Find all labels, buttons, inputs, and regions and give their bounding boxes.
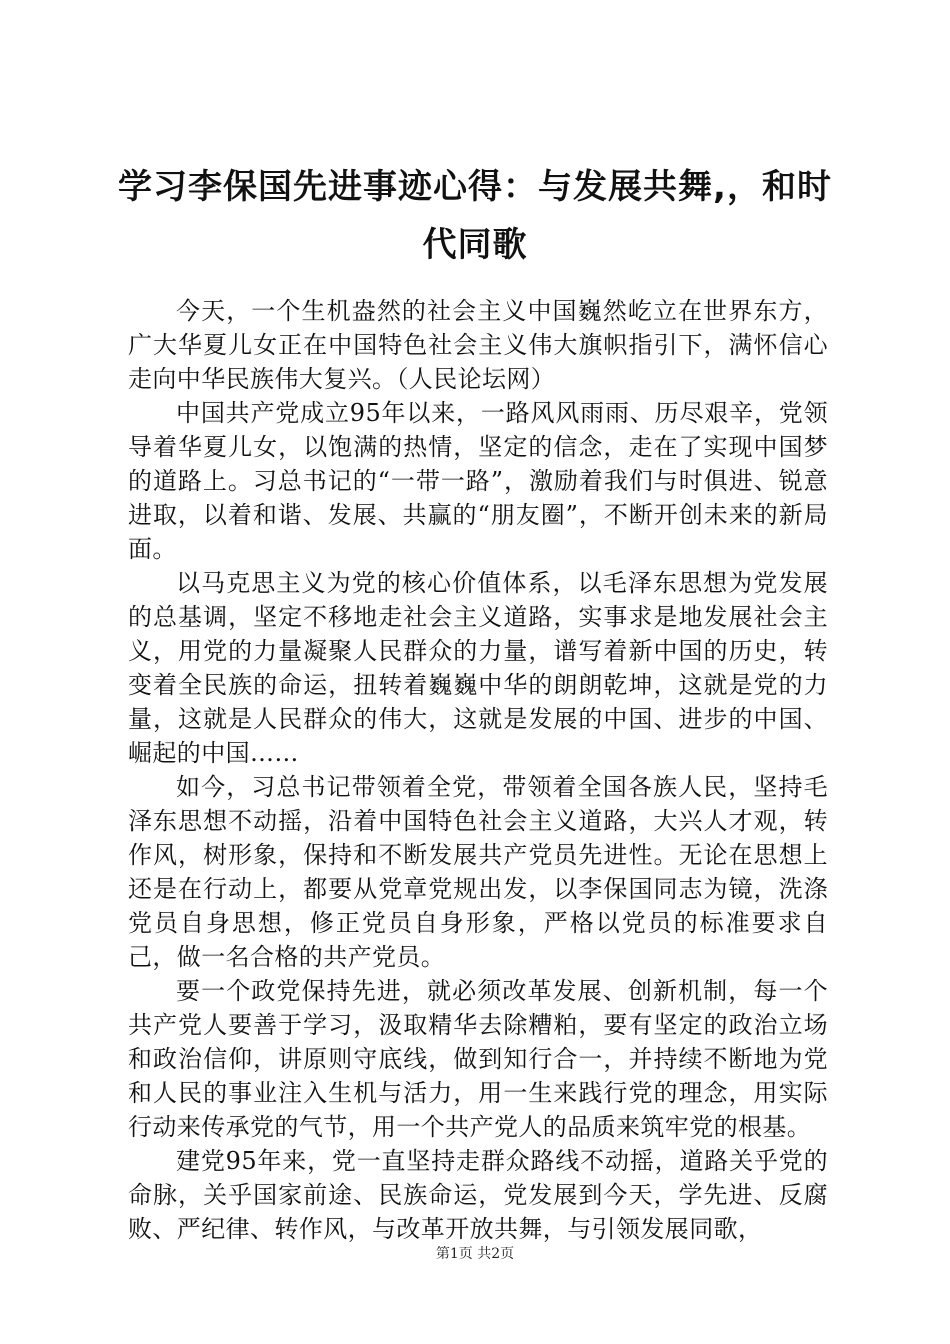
paragraph: 要一个政党保持先进，就必须改革发展、创新机制，每一个共产党人要善于学习，汲取精华去除糟粕，要有坚定的政治立场和政治信仰，讲原则守底线，做到知行合一，并持续不断地为党和人民的事业注入生机与活力，用一生来践行党的理念，用实际行动来传承党的气节，用一个共产党人的品质来筑牢党的根基。	[128, 977, 828, 1141]
page-number-footer: 第1页 共2页	[435, 1246, 515, 1262]
document-title: 学习李保国先进事迹心得：与发展共舞,，和时代同歌	[118, 167, 832, 265]
paragraph: 以马克思主义为党的核心价值体系，以毛泽东思想为党发展的总基调，坚定不移地走社会主义道路，实事求是地发展社会主义，用党的力量凝聚人民群众的力量，谱写着新中国的历史，转变着全民族的命运，扭转着巍巍中华的朗朗乾坤，这就是党的力量，这就是人民群众的伟大，这就是发展的中国、进步的中国、崛起的中国……	[128, 569, 828, 767]
document-body	[128, 294, 828, 1246]
paragraph: 今天，一个生机盎然的社会主义中国巍然屹立在世界东方，广大华夏儿女正在中国特色社会主义伟大旗帜指引下，满怀信心走向中华民族伟大复兴。（人民论坛网）	[128, 297, 828, 393]
paragraph: 建党95年来，党一直坚持走群众路线不动摇，道路关乎党的命脉，关乎国家前途、民族命运，党发展到今天，学先进、反腐败、严纪律、转作风，与改革开放共舞，与引领发展同歌，	[128, 1147, 828, 1243]
paragraph: 如今，习总书记带领着全党，带领着全国各族人民，坚持毛泽东思想不动摇，沿着中国特色社会主义道路，大兴人才观，转作风，树形象，保持和不断发展共产党员先进性。无论在思想上还是在行动上，都要从党章党规出发，以李保国同志为镜，洗涤党员自身思想，修正党员自身形象，严格以党员的标准要求自己，做一名合格的共产党员。	[128, 773, 828, 971]
paragraph: 中国共产党成立95年以来，一路风风雨雨、历尽艰辛，党领导着华夏儿女，以饱满的热情，坚定的信念，走在了实现中国梦的道路上。习总书记的“一带一路”，激励着我们与时俱进、锐意进取，以着和谐、发展、共赢的“朋友圈”，不断开创未来的新局面。	[128, 399, 828, 563]
